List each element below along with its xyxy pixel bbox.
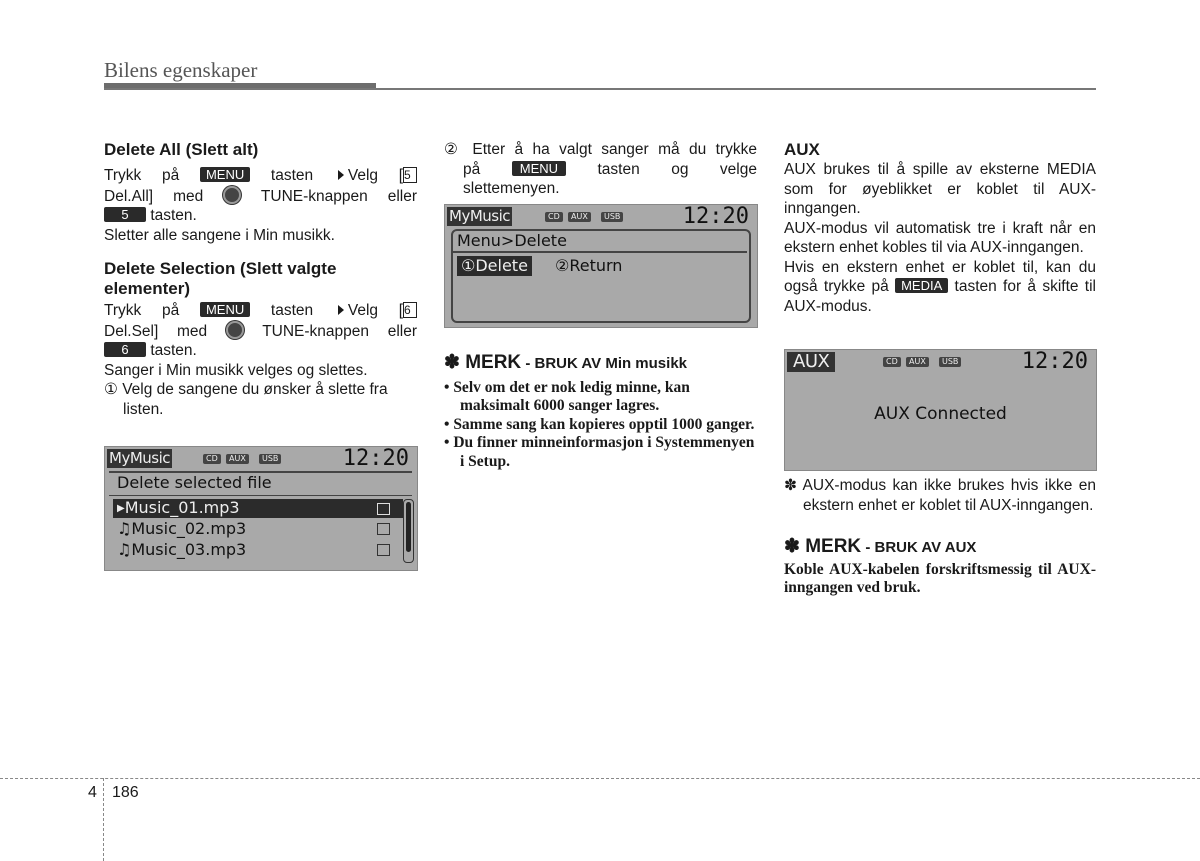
aux-icon: AUX [226,454,249,464]
key-5-icon: 5 [403,167,417,183]
key-6-icon: 6 [403,302,417,318]
screen-menu-delete [444,204,758,328]
heading-delete-all: Delete All (Slett alt) [104,140,259,159]
music-note-icon: ♫ [117,540,132,559]
arrow-right-icon [338,170,344,180]
column-1: Delete All (Slett alt) Trykk på MENU tasten Velg [5 Del.All] med TUNE-knappen eller 5 tasten. Sletter alle sangene i Min musikk. Delete Selection (Slett valgte elementer) Trykk på MENU tasten Velg [6 Del.Sel] med TUNE-knappen eller 6 tasten. Sanger i Min musikk velges og slettes. ① Velg de sangene du ønsker å slette fra listen. [104,140,417,418]
chapter-number: 4 [88,784,97,801]
list-item: Music_01.mp3 [124,498,240,517]
aux-icon: AUX [906,357,929,367]
checkbox[interactable] [377,544,390,556]
screen-delete-selected [104,446,418,571]
menu-key-badge: MENU [512,161,566,176]
arrow-right-icon [338,305,344,315]
screen-subtitle: Menu>Delete [457,231,567,250]
usb-icon: USB [939,357,961,367]
tune-knob-icon [226,321,244,339]
menu-key-badge: MENU [200,167,250,182]
cd-icon: CD [545,212,563,222]
aux-footnote: ✽ AUX-modus kan ikke brukes hvis ikke en ekstern enhet er koblet til AUX-inngangen. [784,477,1096,514]
checkbox[interactable] [377,523,390,535]
aux-icon: AUX [568,212,591,222]
screen-title: MyMusic [449,207,510,225]
screen-clock: 12:20 [342,446,409,471]
key-6-badge: 6 [104,342,146,357]
page-number: 186 [112,784,139,801]
note-text: Koble AUX-kabelen forskriftsmessig til AUX-inngangen ved bruk. [784,560,1096,596]
play-icon: ▶ [117,503,125,514]
screen-aux [784,349,1097,471]
usb-icon: USB [601,212,623,222]
screen-subtitle: Delete selected file [117,473,272,492]
header-rule [104,88,1096,90]
screen-clock: 12:20 [682,204,749,229]
aux-status: AUX Connected [874,404,1007,424]
menu-key-badge: MENU [200,302,250,317]
scrollbar-thumb[interactable] [406,502,411,552]
note-title: ✽ MERK [444,352,522,373]
return-option[interactable]: ②Return [555,256,623,275]
screen-clock: 12:20 [1021,349,1088,374]
tune-knob-icon [223,186,241,204]
screen-title: AUX [787,352,835,372]
list-item: • Du finner minneinformasjon i Systemmenyen i Setup. [444,434,755,470]
cd-icon: CD [883,357,901,367]
screen-title: MyMusic [109,449,170,467]
section-title: Bilens egenskaper [104,58,258,82]
heading-aux: AUX [784,140,820,159]
cd-icon: CD [203,454,221,464]
music-note-icon: ♫ [117,519,132,538]
key-5-badge: 5 [104,207,146,222]
media-key-badge: MEDIA [895,278,948,293]
note-title: ✽ MERK [784,536,862,557]
usb-icon: USB [259,454,281,464]
checkbox[interactable] [377,503,390,515]
list-item: • Selv om det er nok ledig minne, kan maksimalt 6000 sanger lagres. [444,378,690,414]
heading-delete-selection: Delete Selection (Slett valgte elementer) [104,259,337,298]
column-3: AUX AUX brukes til å spille av eksterne MEDIA som for øyeblikket er koblet til AUX-inngangen. AUX-modus vil automatisk tre i kraft når en ekstern enhet kobles til via AUX-inngangen. Hvis en ekstern enhet er koblet til, kan du også trykke på MEDIA tasten for å skifte til AUX-modus. [784,140,1097,315]
footer-divider [0,778,1200,779]
list-item: Music_03.mp3 [131,540,247,559]
list-item: • Samme sang kan kopieres opptil 1000 ganger. [444,415,755,433]
column-2: ② Etter å ha valgt sanger må du trykke på MENU tasten og velge slettemenyen. [444,141,757,197]
note-my-music: ✽ MERK - BRUK AV Min musikk • Selv om det er nok ledig minne, kan maksimalt 6000 sanger lagres. • Samme sang kan kopieres opptil 1000 ganger. • Du finner minneinformasjon i Systemmenyen i Setup. [444,353,757,471]
footer-vertical-divider [103,778,104,861]
list-item: Music_02.mp3 [131,519,247,538]
delete-option[interactable]: ①Delete [457,256,532,276]
scrollbar[interactable] [403,499,414,563]
